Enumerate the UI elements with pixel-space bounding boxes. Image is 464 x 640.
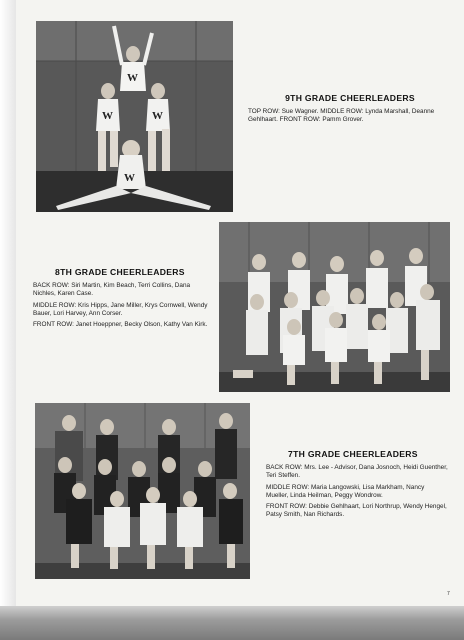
seventh-grade-caption <box>266 450 448 522</box>
svg-text:W: W <box>127 72 138 84</box>
seventh-grade-middle-row: MIDDLE ROW: Maria Langowski, Lisa Markham, Nancy Mueller, Linda Heilman, Peggy Wondrow. <box>266 483 425 499</box>
eighth-grade-photo <box>219 222 450 392</box>
eighth-grade-front-row: FRONT ROW: Janet Hoeppner, Becky Olson, Kathy Van Kirk. <box>33 321 208 329</box>
seventh-grade-back-row: BACK ROW: Mrs. Lee - Advisor, Dana Josnoch, Heidi Guenther, Teri Steffen. <box>266 464 448 480</box>
ninth-grade-caption <box>248 94 444 128</box>
seventh-grade-front-row: FRONT ROW: Debbie Gehlhaart, Lori Northrup, Wendy Hengel, Patsy Smith, Nan Richards. <box>266 503 447 519</box>
svg-text:W: W <box>124 172 135 184</box>
ninth-grade-photo <box>36 21 233 212</box>
svg-text:W: W <box>152 110 163 122</box>
eighth-grade-caption <box>33 268 211 332</box>
seventh-grade-heading: 7TH GRADE CHEERLEADERS <box>288 449 418 459</box>
ninth-grade-names: TOP ROW: Sue Wagner. MIDDLE ROW: Lynda Marshall, Deanne Gehlhaart. FRONT ROW: Pamm Grover. <box>248 108 435 124</box>
eighth-grade-middle-row: MIDDLE ROW: Kris Hipps, Jane Miller, Krys Cornwell, Wendy Bauer, Lori Harvey, Ann Corser. <box>33 301 208 317</box>
binding-edge <box>0 0 16 640</box>
eighth-grade-back-row: BACK ROW: Siri Martin, Kim Beach, Terri Collins, Dana Nichles, Karen Case. <box>33 282 191 298</box>
seventh-grade-photo <box>35 403 250 579</box>
page-number: 7 <box>447 591 450 597</box>
scan-edge-shadow <box>0 606 464 640</box>
ninth-grade-heading: 9TH GRADE CHEERLEADERS <box>285 93 415 103</box>
eighth-grade-heading: 8TH GRADE CHEERLEADERS <box>55 267 185 277</box>
svg-text:W: W <box>102 110 113 122</box>
